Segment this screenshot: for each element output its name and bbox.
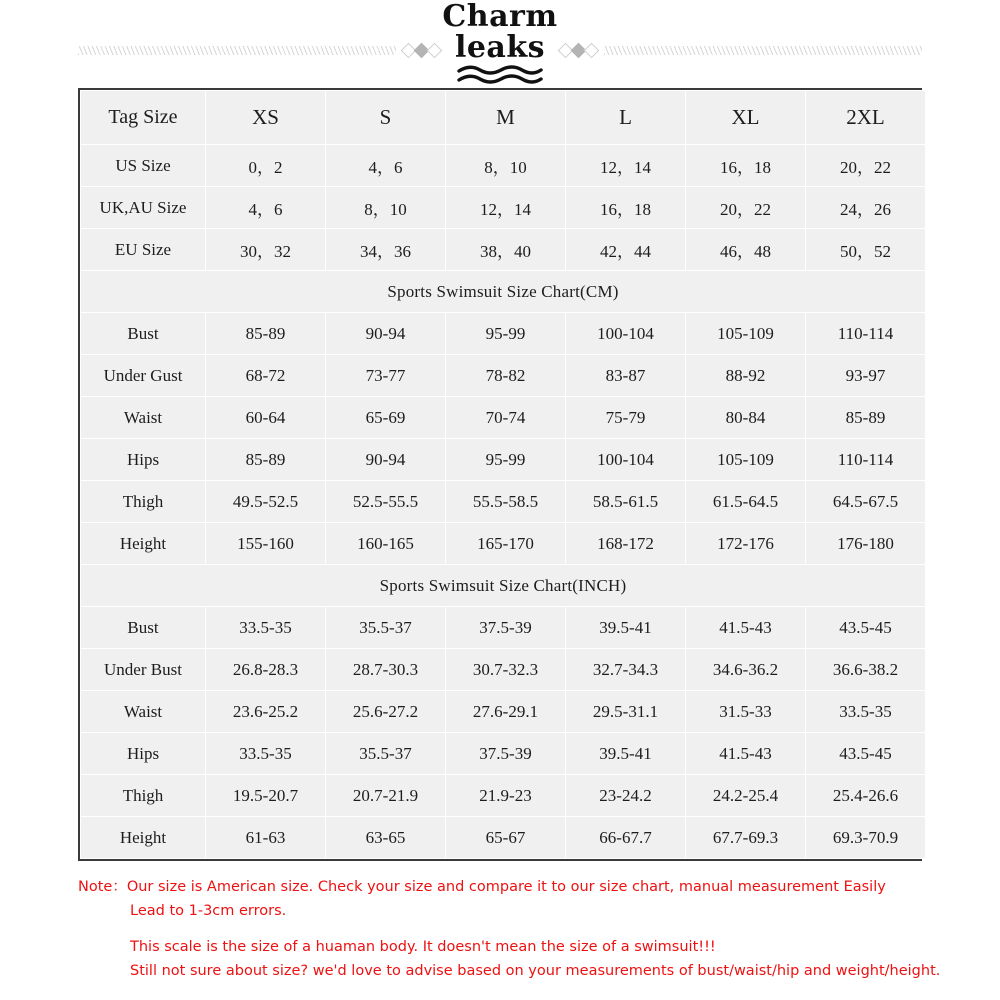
cell-cm-hips-m: 95-99 [446, 439, 565, 480]
column-header-m: M [446, 91, 565, 144]
table-row [81, 649, 925, 690]
row-label-cm-thigh: Thigh [81, 481, 205, 522]
table-row [81, 397, 925, 438]
cell-inch-thigh-m: 21.9-23 [446, 775, 565, 816]
cell-cm-bust-m: 95-99 [446, 313, 565, 354]
note-paragraph-2 [78, 939, 941, 979]
cell-uk-au-size-2xl: 24，26 [806, 187, 925, 228]
row-label-inch-under-bust: Under Bust [81, 649, 205, 690]
cell-inch-waist-2xl: 33.5-35 [806, 691, 925, 732]
cell-cm-thigh-s: 52.5-55.5 [326, 481, 445, 522]
note-line-4: Still not sure about size? we'd love to advise based on your measurements of bust/waist/hip and weight/height. [130, 962, 941, 979]
brand-header [0, 0, 1000, 88]
cell-cm-hips-xs: 85-89 [206, 439, 325, 480]
cell-inch-height-s: 63-65 [326, 817, 445, 858]
wave-lines-icon [0, 65, 1000, 87]
row-label-cm-under-gust: Under Gust [81, 355, 205, 396]
section-banner-row-cm [81, 271, 925, 312]
cell-cm-under-gust-2xl: 93-97 [806, 355, 925, 396]
cell-eu-size-2xl: 50，52 [806, 229, 925, 270]
cell-cm-under-gust-l: 83-87 [566, 355, 685, 396]
cell-inch-thigh-s: 20.7-21.9 [326, 775, 445, 816]
cell-inch-bust-l: 39.5-41 [566, 607, 685, 648]
size-chart-table [80, 90, 926, 859]
row-label-inch-hips: Hips [81, 733, 205, 774]
table-row [81, 733, 925, 774]
row-label-inch-height: Height [81, 817, 205, 858]
cell-uk-au-size-m: 12，14 [446, 187, 565, 228]
cell-inch-waist-m: 27.6-29.1 [446, 691, 565, 732]
cell-us-size-m: 8，10 [446, 145, 565, 186]
cell-inch-height-l: 66-67.7 [566, 817, 685, 858]
cell-us-size-xl: 16，18 [686, 145, 805, 186]
cell-inch-height-xl: 67.7-69.3 [686, 817, 805, 858]
section-title-cm: Sports Swimsuit Size Chart(CM) [81, 271, 925, 312]
cell-inch-height-2xl: 69.3-70.9 [806, 817, 925, 858]
row-label-cm-hips: Hips [81, 439, 205, 480]
table-row [81, 481, 925, 522]
cell-uk-au-size-xl: 20，22 [686, 187, 805, 228]
cell-eu-size-xl: 46，48 [686, 229, 805, 270]
column-header-xl: XL [686, 91, 805, 144]
cell-cm-waist-xs: 60-64 [206, 397, 325, 438]
cell-inch-waist-xs: 23.6-25.2 [206, 691, 325, 732]
note-paragraph-1 [78, 880, 938, 918]
cell-cm-hips-s: 90-94 [326, 439, 445, 480]
cell-cm-bust-l: 100-104 [566, 313, 685, 354]
cell-cm-bust-xs: 85-89 [206, 313, 325, 354]
brand-name-line2: leaks [454, 29, 546, 65]
cell-inch-bust-m: 37.5-39 [446, 607, 565, 648]
note-line-2: Lead to 1-3cm errors. [130, 902, 287, 919]
cell-inch-hips-m: 37.5-39 [446, 733, 565, 774]
cell-cm-waist-2xl: 85-89 [806, 397, 925, 438]
brand-logo [0, 2, 1000, 87]
row-label-inch-thigh: Thigh [81, 775, 205, 816]
cell-cm-height-m: 165-170 [446, 523, 565, 564]
table-row [81, 607, 925, 648]
cell-us-size-xs: 0，2 [206, 145, 325, 186]
cell-inch-thigh-xs: 19.5-20.7 [206, 775, 325, 816]
cell-uk-au-size-l: 16，18 [566, 187, 685, 228]
cell-uk-au-size-s: 8，10 [326, 187, 445, 228]
cell-inch-under-bust-2xl: 36.6-38.2 [806, 649, 925, 690]
table-row [81, 229, 925, 270]
cell-inch-hips-xs: 33.5-35 [206, 733, 325, 774]
cell-cm-height-l: 168-172 [566, 523, 685, 564]
row-label-cm-bust: Bust [81, 313, 205, 354]
row-label-inch-waist: Waist [81, 691, 205, 732]
column-header-2xl: 2XL [806, 91, 925, 144]
cell-uk-au-size-xs: 4，6 [206, 187, 325, 228]
column-header-s: S [326, 91, 445, 144]
cell-inch-bust-xs: 33.5-35 [206, 607, 325, 648]
table-row [81, 355, 925, 396]
note-text-1: Our size is American size. Check your size and compare it to our size chart, manual measurement Easily [126, 879, 886, 895]
table-header-row [81, 91, 925, 144]
cell-inch-hips-2xl: 43.5-45 [806, 733, 925, 774]
cell-inch-hips-xl: 41.5-43 [686, 733, 805, 774]
cell-cm-under-gust-s: 73-77 [326, 355, 445, 396]
cell-cm-thigh-xs: 49.5-52.5 [206, 481, 325, 522]
cell-cm-under-gust-xs: 68-72 [206, 355, 325, 396]
cell-cm-height-xs: 155-160 [206, 523, 325, 564]
notes-section [78, 879, 941, 979]
cell-inch-waist-l: 29.5-31.1 [566, 691, 685, 732]
cell-cm-thigh-m: 55.5-58.5 [446, 481, 565, 522]
cell-eu-size-xs: 30，32 [206, 229, 325, 270]
note-label: Note： [78, 879, 127, 895]
cell-us-size-l: 12，14 [566, 145, 685, 186]
cell-cm-bust-2xl: 110-114 [806, 313, 925, 354]
column-header-l: L [566, 91, 685, 144]
cell-cm-under-gust-xl: 88-92 [686, 355, 805, 396]
cell-cm-waist-m: 70-74 [446, 397, 565, 438]
table-row [81, 145, 925, 186]
cell-inch-bust-s: 35.5-37 [326, 607, 445, 648]
table-row [81, 523, 925, 564]
cell-cm-waist-s: 65-69 [326, 397, 445, 438]
cell-cm-waist-l: 75-79 [566, 397, 685, 438]
cell-cm-thigh-l: 58.5-61.5 [566, 481, 685, 522]
cell-inch-thigh-2xl: 25.4-26.6 [806, 775, 925, 816]
cell-us-size-s: 4，6 [326, 145, 445, 186]
cell-us-size-2xl: 20，22 [806, 145, 925, 186]
cell-inch-thigh-xl: 24.2-25.4 [686, 775, 805, 816]
column-header-xs: XS [206, 91, 325, 144]
row-label-inch-bust: Bust [81, 607, 205, 648]
cell-inch-bust-xl: 41.5-43 [686, 607, 805, 648]
cell-inch-waist-s: 25.6-27.2 [326, 691, 445, 732]
cell-inch-under-bust-s: 28.7-30.3 [326, 649, 445, 690]
cell-inch-hips-s: 35.5-37 [326, 733, 445, 774]
cell-inch-waist-xl: 31.5-33 [686, 691, 805, 732]
table-row [81, 439, 925, 480]
size-chart-table-container [78, 88, 922, 861]
row-label-cm-height: Height [81, 523, 205, 564]
cell-inch-height-xs: 61-63 [206, 817, 325, 858]
column-header-tag-size: Tag Size [81, 91, 205, 144]
row-label-eu-size: EU Size [81, 229, 205, 270]
note-line-1 [78, 880, 938, 895]
cell-cm-thigh-2xl: 64.5-67.5 [806, 481, 925, 522]
cell-eu-size-m: 38，40 [446, 229, 565, 270]
table-row [81, 817, 925, 858]
cell-cm-height-2xl: 176-180 [806, 523, 925, 564]
cell-cm-height-xl: 172-176 [686, 523, 805, 564]
row-label-uk-au-size: UK,AU Size [81, 187, 205, 228]
row-label-cm-waist: Waist [81, 397, 205, 438]
section-title-inch: Sports Swimsuit Size Chart(INCH) [81, 565, 925, 606]
brand-name-line1: Charm [442, 0, 558, 34]
cell-cm-under-gust-m: 78-82 [446, 355, 565, 396]
cell-inch-hips-l: 39.5-41 [566, 733, 685, 774]
cell-inch-height-m: 65-67 [446, 817, 565, 858]
table-row [81, 775, 925, 816]
note-line-3: This scale is the size of a huaman body. It doesn't mean the size of a swimsuit!!! [130, 939, 716, 955]
cell-inch-bust-2xl: 43.5-45 [806, 607, 925, 648]
cell-inch-under-bust-xl: 34.6-36.2 [686, 649, 805, 690]
cell-inch-thigh-l: 23-24.2 [566, 775, 685, 816]
cell-cm-height-s: 160-165 [326, 523, 445, 564]
cell-eu-size-l: 42，44 [566, 229, 685, 270]
cell-eu-size-s: 34，36 [326, 229, 445, 270]
cell-inch-under-bust-m: 30.7-32.3 [446, 649, 565, 690]
cell-cm-hips-xl: 105-109 [686, 439, 805, 480]
cell-cm-thigh-xl: 61.5-64.5 [686, 481, 805, 522]
cell-cm-bust-xl: 105-109 [686, 313, 805, 354]
row-label-us-size: US Size [81, 145, 205, 186]
cell-cm-hips-l: 100-104 [566, 439, 685, 480]
cell-cm-bust-s: 90-94 [326, 313, 445, 354]
section-banner-row-inch [81, 565, 925, 606]
table-row [81, 187, 925, 228]
cell-cm-waist-xl: 80-84 [686, 397, 805, 438]
table-row [81, 691, 925, 732]
cell-cm-hips-2xl: 110-114 [806, 439, 925, 480]
cell-inch-under-bust-l: 32.7-34.3 [566, 649, 685, 690]
table-row [81, 313, 925, 354]
cell-inch-under-bust-xs: 26.8-28.3 [206, 649, 325, 690]
